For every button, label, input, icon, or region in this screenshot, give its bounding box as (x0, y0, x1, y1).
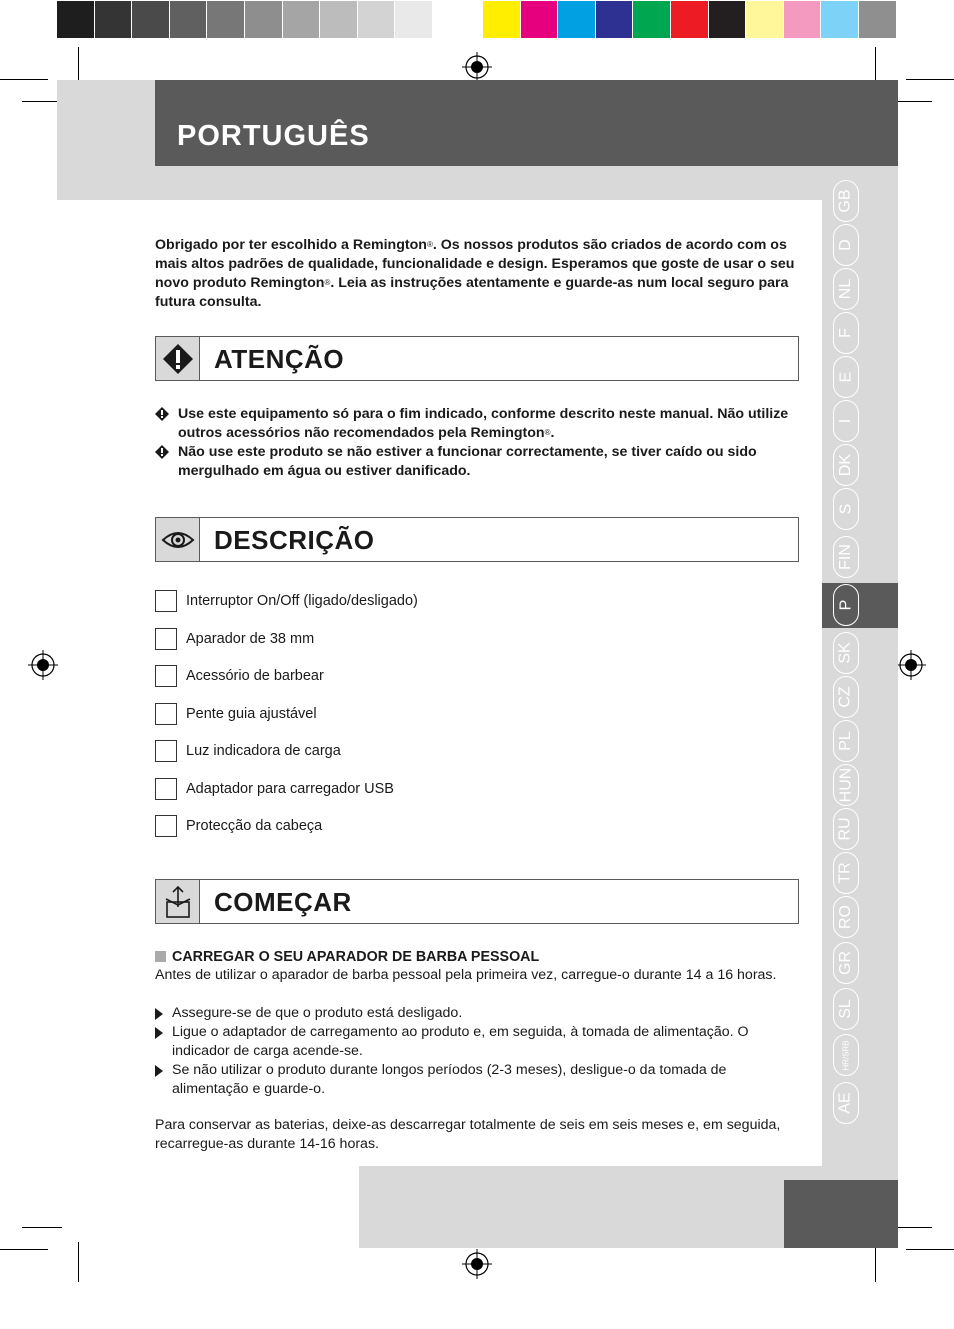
number-box (155, 703, 177, 725)
list-item: Assegure-se de que o produto está desligado. (155, 1004, 800, 1023)
description-section-header (155, 517, 799, 562)
crop-mark (22, 101, 62, 102)
language-tab-strip (822, 166, 898, 1166)
language-tab-ru[interactable]: RU (833, 808, 859, 850)
battery-note: Para conservar as baterias, deixe-as descarregar totalmente de seis em seis meses e, em seguida, recarregue-as durante 14-16 horas. (155, 1117, 781, 1152)
attention-section-header (155, 336, 799, 381)
unpack-box-icon (156, 880, 200, 923)
language-tab-p[interactable]: P (833, 584, 859, 626)
crop-mark (875, 1242, 876, 1282)
list-item: Não use este produto se não estiver a funcionar correctamente, se tiver caído ou sido mergulhado em água ou estiver danificado. (155, 443, 800, 481)
language-tab-gr[interactable]: GR (833, 942, 859, 984)
language-tab-s[interactable]: S (833, 488, 859, 530)
charging-intro: Antes de utilizar o aparador de barba pessoal pela primeira vez, carregue-o durante 14 a 16 horas. (155, 967, 777, 983)
crop-mark (906, 79, 954, 80)
gray-swatch (245, 1, 283, 38)
gray-swatch (320, 1, 358, 38)
color-swatch (859, 1, 897, 38)
list-item: Ligue o adaptador de carregamento ao produto e, em seguida, à tomada de alimentação. O indicador de carga acende-se. (155, 1023, 800, 1061)
triangle-bullet-icon (155, 1065, 163, 1077)
crop-mark (22, 1227, 62, 1228)
charging-subheading: CARREGAR O SEU APARADOR DE BARBA PESSOAL (155, 949, 539, 965)
color-swatch (483, 1, 521, 38)
gray-swatch (170, 1, 208, 38)
page-title: PORTUGUÊS (177, 120, 370, 152)
number-box (155, 590, 177, 612)
eye-icon (156, 518, 200, 561)
language-tab-tr[interactable]: TR (833, 852, 859, 894)
start-section-header (155, 879, 799, 924)
language-tab-ae[interactable]: AE (833, 1082, 859, 1124)
gray-swatch (283, 1, 321, 38)
square-bullet-icon (155, 951, 166, 962)
language-tab-gb[interactable]: GB (833, 180, 859, 222)
color-swatch (746, 1, 784, 38)
gray-swatch (358, 1, 396, 38)
language-tab-pl[interactable]: PL (833, 720, 859, 762)
registration-mark-icon (462, 1249, 492, 1279)
gray-swatch (132, 1, 170, 38)
attention-title: ATENÇÃO (214, 344, 345, 374)
number-box (155, 628, 177, 650)
gray-swatch (95, 1, 133, 38)
warning-icon (156, 337, 200, 380)
page-number-box (784, 1180, 898, 1248)
crop-mark (0, 79, 48, 80)
number-box (155, 815, 177, 837)
crop-mark (78, 1242, 79, 1282)
language-tab-i[interactable]: I (833, 400, 859, 442)
warning-bullet-icon (155, 445, 169, 459)
color-swatch (709, 1, 747, 38)
language-tab-cz[interactable]: CZ (833, 676, 859, 718)
color-swatch (671, 1, 709, 38)
crop-mark (892, 1227, 932, 1228)
color-swatch (558, 1, 596, 38)
grayscale-color-bar (57, 1, 471, 39)
language-tab-sk[interactable]: SK (833, 632, 859, 674)
title-bar (155, 80, 898, 166)
charging-steps (155, 1004, 800, 1099)
language-tab-dk[interactable]: DK (833, 444, 859, 486)
number-box (155, 778, 177, 800)
crop-mark (0, 1249, 48, 1250)
gray-swatch (207, 1, 245, 38)
registration-mark-icon (896, 650, 926, 680)
registration-mark-icon (462, 52, 492, 82)
language-tab-nl[interactable]: NL (833, 268, 859, 310)
gray-swatch (433, 1, 471, 38)
language-tab-hun[interactable]: HUN (833, 764, 859, 806)
intro-paragraph: Obrigado por ter escolhido a Remington®. Os nossos produtos são criados de acordo com os mais altos padrões de qualidade, funcionalidade e design. Esperamos que goste de usar o seu novo produto Remington®. Leia as instruções atentamente e guarde-as num local seguro para futura consulta. (155, 237, 795, 310)
color-swatch (784, 1, 822, 38)
number-box (155, 665, 177, 687)
color-swatch (521, 1, 559, 38)
language-tab-ro[interactable]: RO (833, 896, 859, 938)
start-title: COMEÇAR (214, 887, 352, 917)
language-tab-hr-srb[interactable]: HR/SRB (833, 1034, 859, 1076)
color-swatch (821, 1, 859, 38)
triangle-bullet-icon (155, 1027, 163, 1039)
color-swatch (633, 1, 671, 38)
triangle-bullet-icon (155, 1008, 163, 1020)
warning-bullet-icon (155, 407, 169, 421)
list-item: Use este equipamento só para o fim indicado, conforme descrito neste manual. Não utilize outros acessórios não recomendados pela Remington®. (155, 405, 800, 443)
language-tab-fin[interactable]: FIN (833, 536, 859, 578)
attention-list (155, 405, 800, 481)
crop-mark (892, 101, 932, 102)
list-item: Se não utilizar o produto durante longos períodos (2-3 meses), desligue-o da tomada de alimentação e guarde-o. (155, 1061, 800, 1099)
process-color-bar (483, 1, 897, 39)
gray-swatch (395, 1, 433, 38)
color-swatch (596, 1, 634, 38)
crop-mark (906, 1249, 954, 1250)
language-tab-sl[interactable]: SL (833, 988, 859, 1030)
registration-mark-icon (28, 650, 58, 680)
description-title: DESCRIÇÃO (214, 525, 375, 555)
language-tab-e[interactable]: E (833, 356, 859, 398)
language-tab-f[interactable]: F (833, 312, 859, 354)
number-box (155, 740, 177, 762)
gray-swatch (57, 1, 95, 38)
language-tab-d[interactable]: D (833, 224, 859, 266)
